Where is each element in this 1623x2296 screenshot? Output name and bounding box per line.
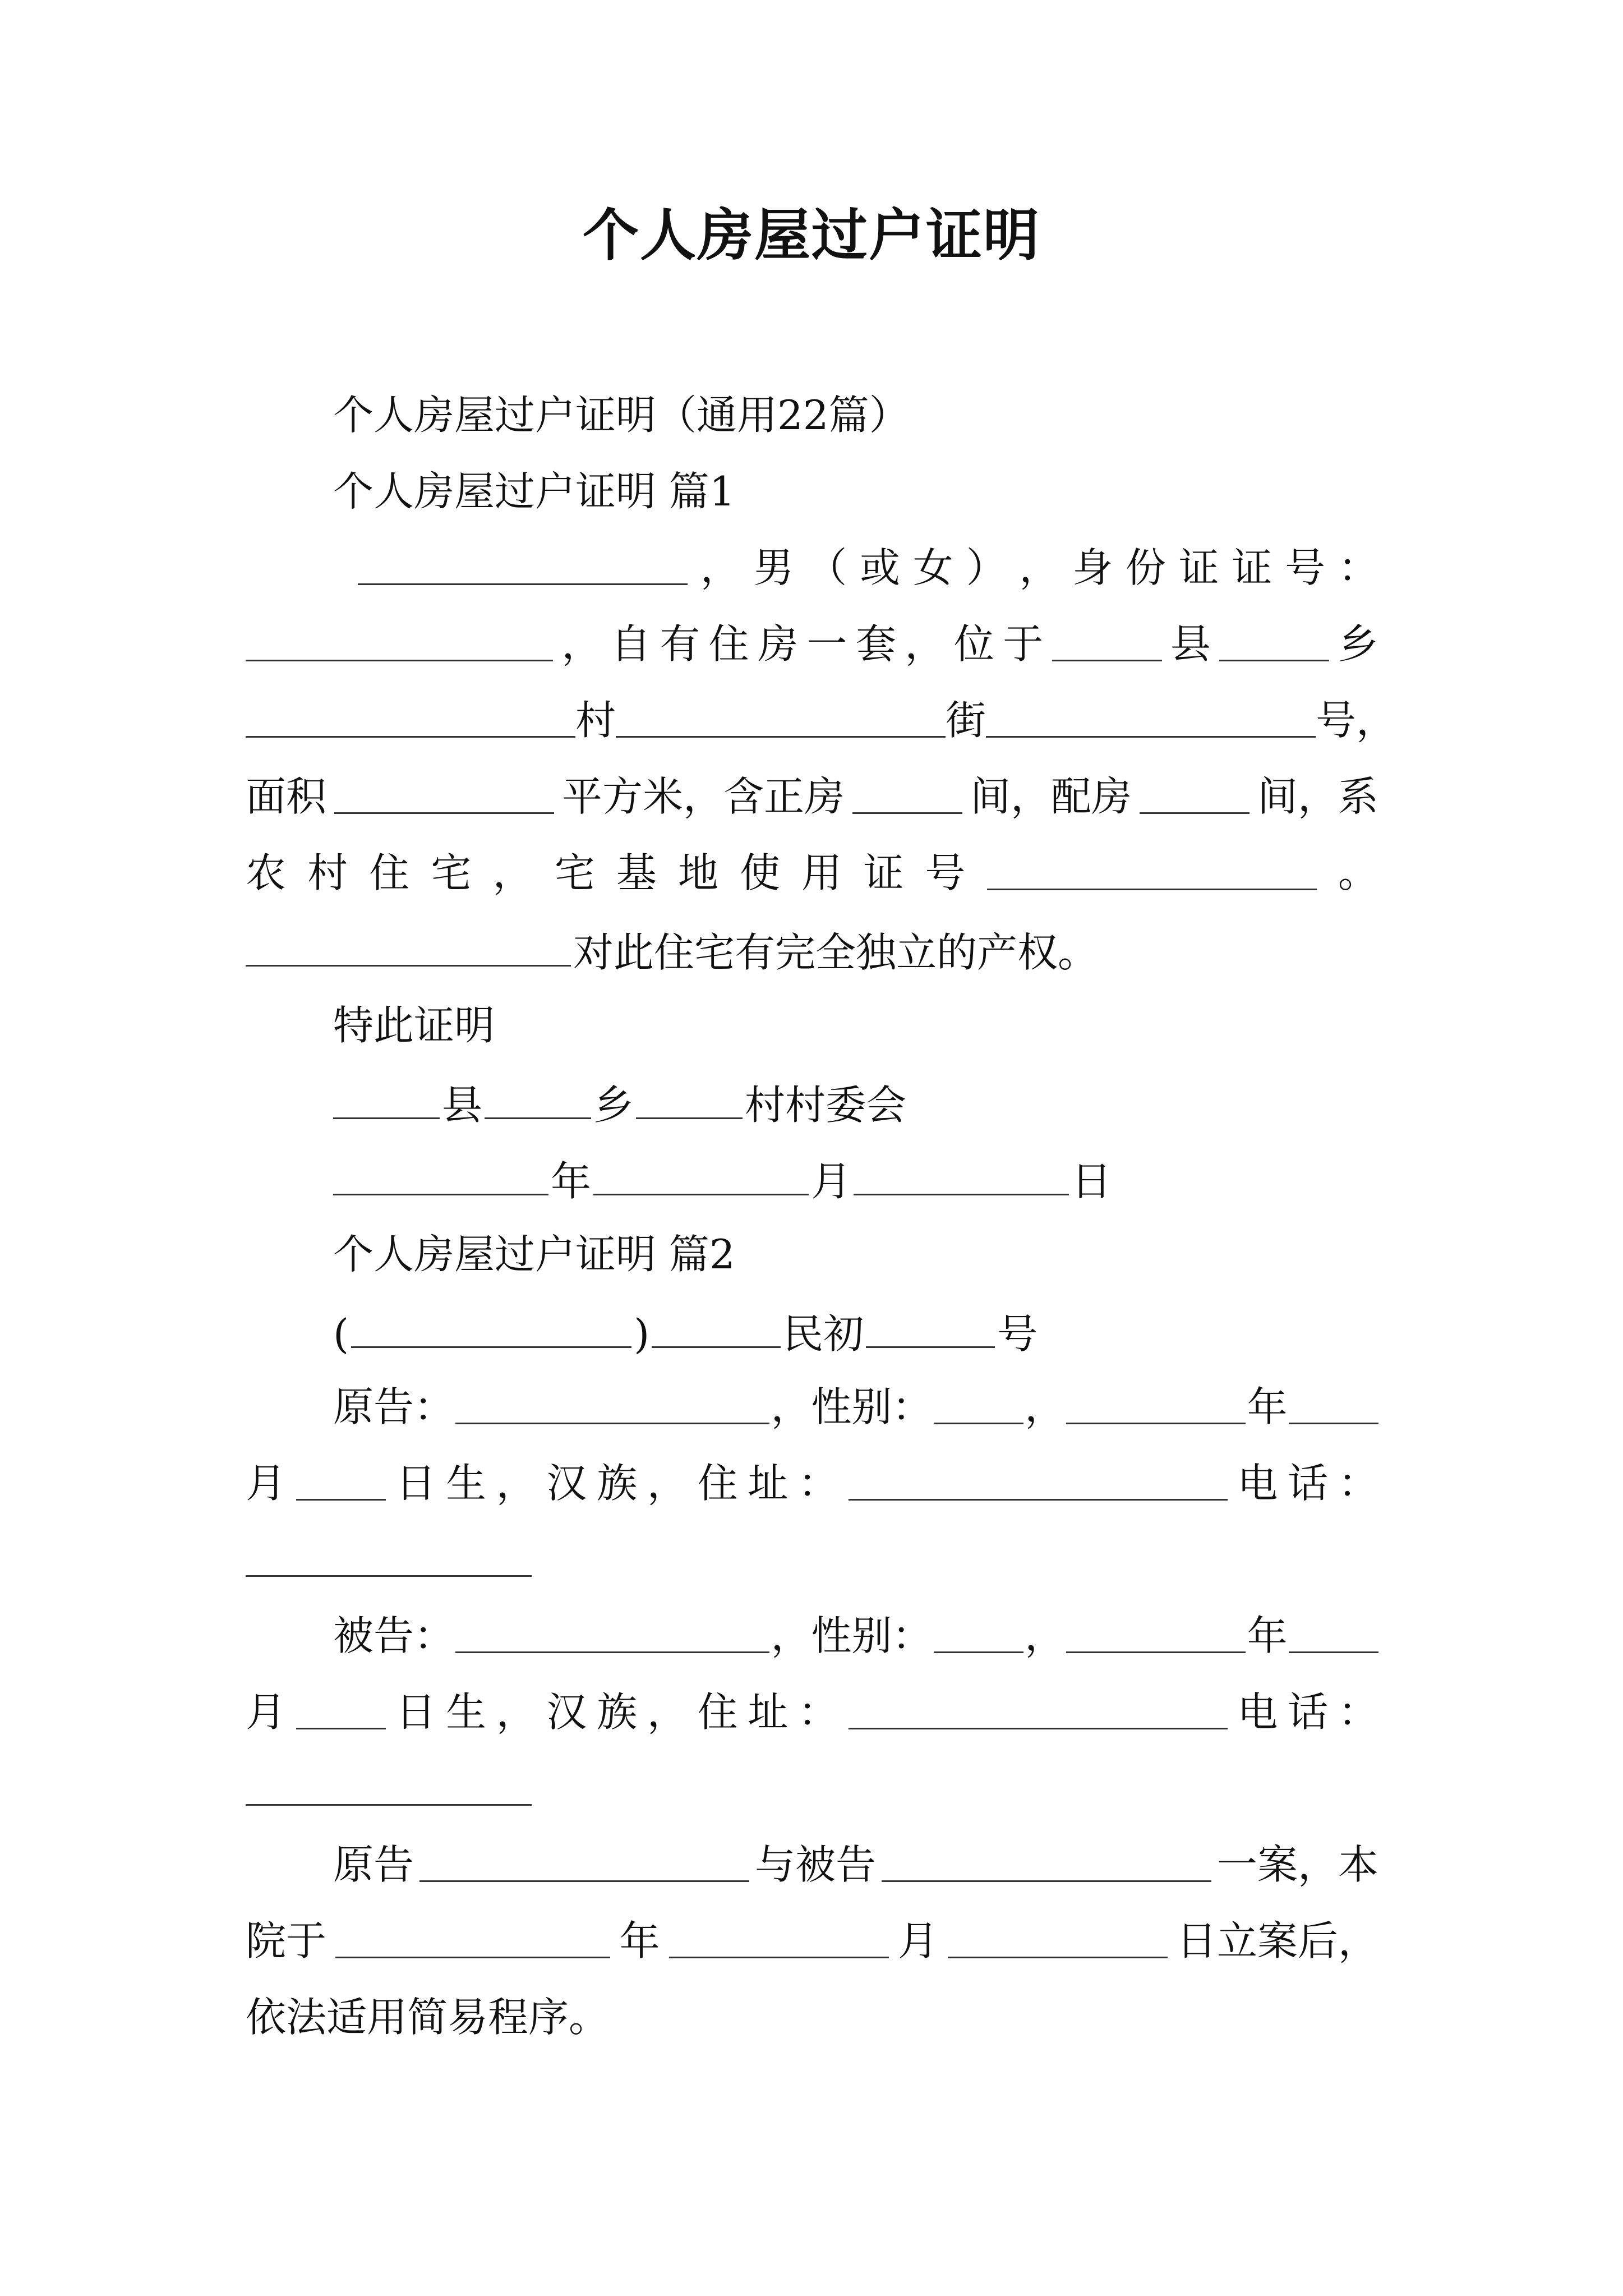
id-number-blank[interactable] [246,616,553,661]
owner-blank[interactable] [246,921,571,967]
text: ，性别： [771,1612,933,1659]
text: 地 [677,849,718,896]
text: 使 [740,849,781,896]
text: 宅 [431,849,472,896]
case-para-line-1 [333,1837,1378,1893]
text: 号 [925,849,966,896]
text: 乡 [593,1082,634,1129]
text: 套 [855,620,896,668]
defendant-gender-blank[interactable] [934,1608,1023,1653]
text: ， [647,1688,688,1736]
defendant-line-3 [246,1760,1378,1816]
text: ， [700,544,741,591]
section-1-heading: 个人房屋过户证明 篇1 [333,468,735,515]
text: 生 [446,1688,487,1736]
text: 平方米，含正房 [561,773,845,820]
s1-line-5 [246,845,1378,901]
side-rooms-blank[interactable] [1140,769,1249,814]
s1-line-4 [246,769,1378,825]
text: 一 [806,620,847,668]
sign-village-blank[interactable] [636,1074,743,1119]
case-no-blank[interactable] [866,1303,995,1348]
text: ， [496,1688,537,1736]
text: ， [561,620,602,668]
defendant-address-blank[interactable] [849,1684,1228,1729]
text: 日 [395,1460,436,1507]
text: 间，系 [1257,773,1378,820]
text: ) [634,1310,650,1358]
text: 民初 [783,1310,864,1358]
text: 号， [1316,697,1397,744]
text: ， [905,620,946,668]
town-blank[interactable] [1219,616,1329,661]
text: 宅 [554,849,595,896]
plaintiff-line-1 [333,1379,1378,1435]
house-number-blank[interactable] [986,692,1316,738]
text: 院于 [246,1917,327,1964]
text: 被告： [333,1612,455,1659]
text: 证 [1178,544,1219,591]
text: 村 [575,697,616,744]
defendant-line-1 [333,1608,1378,1664]
text: 住 [697,1688,738,1736]
text: 与被告 [754,1841,876,1888]
text: ， [492,849,533,896]
plaintiff-birth-month-blank[interactable] [1289,1379,1378,1424]
text: 电 [1237,1460,1278,1507]
text: 年 [1247,1612,1288,1659]
text: 汉 [546,1688,587,1736]
text: 街 [946,697,986,744]
text: 号 [1285,544,1326,591]
text: ， [1019,544,1060,591]
filing-month-blank[interactable] [669,1913,889,1958]
text: 间，配房 [970,773,1132,820]
text: ： [798,1688,839,1736]
text: 址 [748,1460,789,1507]
text: 位 [953,620,994,668]
court-blank[interactable] [652,1303,781,1348]
text: 基 [616,849,657,896]
date-line [333,1150,1466,1206]
text: ） [966,544,1007,591]
plaintiff-line-3 [246,1531,1378,1588]
text: 面积 [246,773,327,820]
text: ， [496,1460,537,1507]
text: 男 [753,544,794,591]
text: ( [333,1310,349,1358]
defendant-line-2 [246,1684,1378,1740]
text: ， [1025,1612,1066,1659]
document-title: 个人房屋过户证明 [583,203,1040,268]
text: 女 [912,544,953,591]
year-blank[interactable] [333,1150,548,1195]
text: 村村委会 [745,1082,907,1129]
s1-line-2 [246,616,1378,672]
text: 对此住宅有完全独立的产权。 [573,929,1099,976]
text: 电 [1237,1688,1278,1736]
text: 村 [307,849,348,896]
s1-line-1 [358,540,1378,596]
case-para-line-2 [246,1913,1378,1969]
text: （ [806,544,847,591]
text: ： [1338,544,1378,591]
text: 房 [758,620,799,668]
case-defendant-blank[interactable] [882,1837,1211,1882]
homestead-cert-blank[interactable] [987,845,1317,890]
text: 乡 [1338,620,1378,668]
s1-line-6 [246,921,1378,977]
plaintiff-birth-year-blank[interactable] [1066,1379,1246,1424]
text: 有 [660,620,700,668]
plaintiff-name-blank[interactable] [455,1379,769,1424]
name-blank[interactable] [358,540,688,585]
text: 生 [446,1460,487,1507]
text: 证 [1232,544,1272,591]
text: 。 [1338,849,1378,896]
text: 月 [246,1460,287,1507]
section-2-heading: 个人房屋过户证明 篇2 [333,1231,735,1278]
text: 农 [246,849,287,896]
text: 于 [1003,620,1044,668]
text: 自 [610,620,651,668]
text: 日 [1071,1158,1112,1205]
s1-line-3 [246,692,1397,748]
month-blank[interactable] [593,1150,809,1195]
case-para-line-3: 依法适用简易程序。 [246,1994,610,2041]
street-blank[interactable] [616,692,946,738]
text: 号 [997,1310,1038,1358]
text: 日立案后， [1176,1917,1378,1964]
text: 址 [748,1688,789,1736]
text: ： [798,1460,839,1507]
village-blank[interactable] [246,692,575,738]
day-blank[interactable] [854,1150,1069,1195]
text: 日 [395,1688,436,1736]
sign-town-blank[interactable] [485,1074,591,1119]
main-rooms-blank[interactable] [852,769,962,814]
defendant-birth-month-blank[interactable] [1289,1608,1378,1653]
text: 年 [551,1158,592,1205]
text: 话 [1288,1460,1329,1507]
filing-year-blank[interactable] [335,1913,610,1958]
text: 身 [1072,544,1113,591]
plaintiff-line-2 [246,1455,1378,1511]
text: ，性别： [771,1383,933,1430]
certify-text: 特此证明 [333,1002,495,1049]
text: 月 [811,1158,852,1205]
filing-day-blank[interactable] [948,1913,1168,1958]
case-year-blank[interactable] [351,1303,631,1348]
text: 县 [442,1082,483,1129]
text: 一案，本 [1216,1841,1378,1888]
text: 年 [1247,1383,1288,1430]
text: 月 [246,1688,287,1736]
county-blank[interactable] [1052,616,1162,661]
area-blank[interactable] [334,769,554,814]
plaintiff-phone-blank[interactable] [246,1531,532,1577]
text: ， [647,1460,688,1507]
text: 住 [369,849,410,896]
text: ， [1025,1383,1066,1430]
text: 用 [801,849,842,896]
text: 话 [1288,1688,1329,1736]
case-number-line [333,1303,1466,1359]
text: 原告： [333,1383,455,1430]
text: 族 [597,1460,638,1507]
subtitle: 个人房屋过户证明（通用22篇） [333,392,910,439]
text: 原告 [333,1841,414,1888]
text: ： [1338,1460,1378,1507]
defendant-phone-blank[interactable] [246,1760,532,1806]
plaintiff-birth-day-blank[interactable] [296,1455,386,1501]
text: 住 [697,1460,738,1507]
text: 族 [597,1688,638,1736]
text: 份 [1125,544,1166,591]
sign-county-blank[interactable] [333,1074,440,1119]
plaintiff-gender-blank[interactable] [934,1379,1023,1424]
text: 年 [619,1917,660,1964]
text: 证 [863,849,904,896]
defendant-birth-day-blank[interactable] [296,1684,386,1729]
case-plaintiff-blank[interactable] [419,1837,749,1882]
defendant-name-blank[interactable] [455,1608,769,1653]
text: 县 [1170,620,1211,668]
defendant-birth-year-blank[interactable] [1066,1608,1246,1653]
text: ： [1338,1688,1378,1736]
text: 住 [708,620,749,668]
village-committee-line [333,1074,1466,1130]
plaintiff-address-blank[interactable] [849,1455,1228,1501]
text: 或 [860,544,901,591]
text: 汉 [546,1460,587,1507]
text: 月 [898,1917,939,1964]
